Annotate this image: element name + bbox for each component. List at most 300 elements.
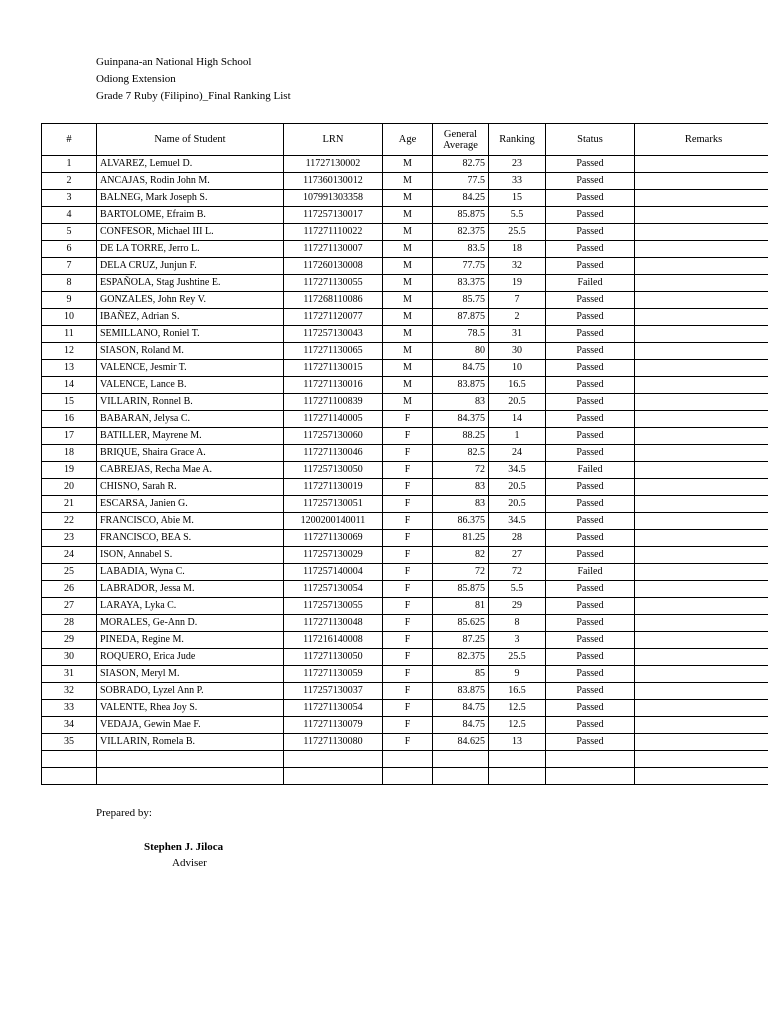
cell-general-average: 81.25: [433, 530, 489, 547]
table-row: [42, 394, 768, 411]
table-row: [42, 734, 768, 751]
cell-status: Passed: [546, 479, 635, 496]
cell-remarks: [635, 717, 768, 734]
col-header-general-average: General Average: [433, 124, 489, 156]
cell-status: Passed: [546, 292, 635, 309]
table-row: [42, 683, 768, 700]
table-row: [42, 632, 768, 649]
cell-age: M: [383, 292, 433, 309]
cell-status: Passed: [546, 190, 635, 207]
table-row: [42, 190, 768, 207]
cell-remarks: [635, 275, 768, 292]
cell-status: Passed: [546, 649, 635, 666]
cell-lrn: 117271130007: [284, 241, 383, 258]
cell-age: M: [383, 207, 433, 224]
table-row: [42, 241, 768, 258]
blank-cell: [97, 768, 284, 785]
cell-student-name: FRANCISCO, Abie M.: [97, 513, 284, 530]
cell-student-name: IBAÑEZ, Adrian S.: [97, 309, 284, 326]
cell-student-name: BABARAN, Jelysa C.: [97, 411, 284, 428]
cell-student-name: BARTOLOME, Efraim B.: [97, 207, 284, 224]
cell-ranking: 72: [489, 564, 546, 581]
cell-student-name: CONFESOR, Michael III L.: [97, 224, 284, 241]
cell-ranking: 30: [489, 343, 546, 360]
cell-student-name: LABADIA, Wyna C.: [97, 564, 284, 581]
cell-status: Passed: [546, 428, 635, 445]
cell-lrn: 117271130059: [284, 666, 383, 683]
cell-status: Passed: [546, 496, 635, 513]
cell-status: Passed: [546, 581, 635, 598]
cell-lrn: 117257130055: [284, 598, 383, 615]
table-row: [42, 717, 768, 734]
blank-cell: [284, 768, 383, 785]
cell-student-name: CHISNO, Sarah R.: [97, 479, 284, 496]
cell-status: Passed: [546, 309, 635, 326]
cell-ranking: 34.5: [489, 513, 546, 530]
cell-general-average: 77.75: [433, 258, 489, 275]
blank-table-row: [42, 768, 768, 785]
cell-student-name: DE LA TORRE, Jerro L.: [97, 241, 284, 258]
preparer-role: Adviser: [172, 857, 207, 869]
cell-number: 3: [42, 190, 97, 207]
cell-general-average: 78.5: [433, 326, 489, 343]
cell-student-name: VALENTE, Rhea Joy S.: [97, 700, 284, 717]
table-row: [42, 411, 768, 428]
cell-student-name: VALENCE, Lance B.: [97, 377, 284, 394]
cell-age: F: [383, 428, 433, 445]
cell-ranking: 25.5: [489, 649, 546, 666]
cell-status: Passed: [546, 360, 635, 377]
cell-lrn: 117257130029: [284, 547, 383, 564]
cell-ranking: 14: [489, 411, 546, 428]
cell-remarks: [635, 445, 768, 462]
cell-remarks: [635, 292, 768, 309]
cell-lrn: 11727130002: [284, 156, 383, 173]
cell-number: 29: [42, 632, 97, 649]
cell-number: 31: [42, 666, 97, 683]
table-row: [42, 615, 768, 632]
cell-lrn: 117360130012: [284, 173, 383, 190]
cell-lrn: 117257130054: [284, 581, 383, 598]
blank-cell: [546, 751, 635, 768]
cell-status: Passed: [546, 224, 635, 241]
cell-student-name: LABRADOR, Jessa M.: [97, 581, 284, 598]
cell-remarks: [635, 513, 768, 530]
cell-number: 5: [42, 224, 97, 241]
cell-student-name: ANCAJAS, Rodin John M.: [97, 173, 284, 190]
cell-status: Passed: [546, 547, 635, 564]
cell-number: 11: [42, 326, 97, 343]
cell-ranking: 12.5: [489, 717, 546, 734]
blank-cell: [383, 751, 433, 768]
cell-number: 7: [42, 258, 97, 275]
cell-general-average: 72: [433, 462, 489, 479]
cell-lrn: 117271130019: [284, 479, 383, 496]
cell-number: 20: [42, 479, 97, 496]
cell-number: 16: [42, 411, 97, 428]
col-header-lrn: LRN: [284, 124, 383, 156]
cell-age: F: [383, 462, 433, 479]
cell-general-average: 84.375: [433, 411, 489, 428]
cell-age: F: [383, 513, 433, 530]
cell-ranking: 19: [489, 275, 546, 292]
cell-status: Passed: [546, 666, 635, 683]
cell-age: F: [383, 666, 433, 683]
cell-ranking: 10: [489, 360, 546, 377]
cell-student-name: BALNEG, Mark Joseph S.: [97, 190, 284, 207]
cell-status: Passed: [546, 343, 635, 360]
cell-number: 4: [42, 207, 97, 224]
cell-number: 2: [42, 173, 97, 190]
cell-number: 28: [42, 615, 97, 632]
cell-age: F: [383, 564, 433, 581]
cell-student-name: PINEDA, Regine M.: [97, 632, 284, 649]
table-row: [42, 564, 768, 581]
cell-general-average: 83: [433, 496, 489, 513]
cell-general-average: 80: [433, 343, 489, 360]
cell-lrn: 117271130079: [284, 717, 383, 734]
cell-lrn: 117271130050: [284, 649, 383, 666]
cell-remarks: [635, 173, 768, 190]
cell-status: Passed: [546, 377, 635, 394]
cell-ranking: 9: [489, 666, 546, 683]
cell-ranking: 25.5: [489, 224, 546, 241]
cell-student-name: SOBRADO, Lyzel Ann P.: [97, 683, 284, 700]
cell-number: 6: [42, 241, 97, 258]
cell-ranking: 16.5: [489, 377, 546, 394]
cell-age: M: [383, 258, 433, 275]
cell-status: Passed: [546, 598, 635, 615]
cell-status: Passed: [546, 734, 635, 751]
cell-ranking: 5.5: [489, 581, 546, 598]
col-header-ranking: Ranking: [489, 124, 546, 156]
table-row: [42, 292, 768, 309]
cell-age: M: [383, 224, 433, 241]
cell-status: Passed: [546, 513, 635, 530]
cell-status: Passed: [546, 207, 635, 224]
cell-remarks: [635, 411, 768, 428]
cell-general-average: 72: [433, 564, 489, 581]
cell-remarks: [635, 309, 768, 326]
cell-status: Passed: [546, 173, 635, 190]
cell-remarks: [635, 360, 768, 377]
blank-cell: [546, 768, 635, 785]
table-row: [42, 462, 768, 479]
cell-student-name: VILLARIN, Romela B.: [97, 734, 284, 751]
blank-cell: [489, 768, 546, 785]
table-row: [42, 343, 768, 360]
cell-general-average: 85.75: [433, 292, 489, 309]
cell-remarks: [635, 666, 768, 683]
school-extension: Odiong Extension: [96, 73, 176, 85]
blank-cell: [433, 768, 489, 785]
cell-lrn: 117271130055: [284, 275, 383, 292]
cell-student-name: SIASON, Roland M.: [97, 343, 284, 360]
cell-number: 8: [42, 275, 97, 292]
cell-remarks: [635, 734, 768, 751]
blank-cell: [42, 751, 97, 768]
cell-remarks: [635, 598, 768, 615]
cell-lrn: 117257130017: [284, 207, 383, 224]
col-header-number: #: [42, 124, 97, 156]
cell-age: F: [383, 717, 433, 734]
cell-number: 14: [42, 377, 97, 394]
cell-number: 1: [42, 156, 97, 173]
cell-number: 17: [42, 428, 97, 445]
table-row: [42, 530, 768, 547]
cell-age: M: [383, 360, 433, 377]
cell-age: M: [383, 241, 433, 258]
cell-general-average: 83.375: [433, 275, 489, 292]
cell-status: Passed: [546, 156, 635, 173]
cell-ranking: 34.5: [489, 462, 546, 479]
cell-ranking: 33: [489, 173, 546, 190]
table-row: [42, 700, 768, 717]
cell-ranking: 3: [489, 632, 546, 649]
cell-age: F: [383, 411, 433, 428]
cell-lrn: 117271130065: [284, 343, 383, 360]
cell-remarks: [635, 581, 768, 598]
cell-lrn: 117271100839: [284, 394, 383, 411]
cell-remarks: [635, 207, 768, 224]
cell-ranking: 24: [489, 445, 546, 462]
cell-age: M: [383, 309, 433, 326]
cell-number: 9: [42, 292, 97, 309]
cell-number: 18: [42, 445, 97, 462]
cell-general-average: 84.625: [433, 734, 489, 751]
cell-remarks: [635, 615, 768, 632]
cell-lrn: 117271130054: [284, 700, 383, 717]
cell-number: 25: [42, 564, 97, 581]
cell-age: M: [383, 377, 433, 394]
cell-student-name: LARAYA, Lyka C.: [97, 598, 284, 615]
cell-remarks: [635, 479, 768, 496]
cell-status: Failed: [546, 462, 635, 479]
cell-lrn: 117271130046: [284, 445, 383, 462]
cell-general-average: 85: [433, 666, 489, 683]
cell-remarks: [635, 377, 768, 394]
cell-ranking: 1: [489, 428, 546, 445]
cell-ranking: 27: [489, 547, 546, 564]
cell-number: 34: [42, 717, 97, 734]
cell-general-average: 83: [433, 479, 489, 496]
prepared-by-label: Prepared by:: [96, 807, 152, 819]
table-row: [42, 309, 768, 326]
cell-general-average: 82.5: [433, 445, 489, 462]
cell-remarks: [635, 632, 768, 649]
cell-number: 22: [42, 513, 97, 530]
cell-number: 27: [42, 598, 97, 615]
table-row: [42, 173, 768, 190]
ranking-table: [41, 123, 768, 785]
cell-lrn: 117257130051: [284, 496, 383, 513]
cell-age: M: [383, 394, 433, 411]
table-row: [42, 326, 768, 343]
cell-student-name: ESPAÑOLA, Stag Jushtine E.: [97, 275, 284, 292]
cell-lrn: 117271130048: [284, 615, 383, 632]
cell-number: 24: [42, 547, 97, 564]
blank-cell: [489, 751, 546, 768]
col-header-remarks: Remarks: [635, 124, 768, 156]
cell-remarks: [635, 547, 768, 564]
cell-remarks: [635, 224, 768, 241]
cell-ranking: 8: [489, 615, 546, 632]
cell-age: M: [383, 190, 433, 207]
table-row: [42, 479, 768, 496]
cell-student-name: VALENCE, Jesmir T.: [97, 360, 284, 377]
cell-general-average: 85.625: [433, 615, 489, 632]
cell-student-name: SIASON, Meryl M.: [97, 666, 284, 683]
cell-student-name: ROQUERO, Erica Jude: [97, 649, 284, 666]
cell-general-average: 81: [433, 598, 489, 615]
cell-remarks: [635, 530, 768, 547]
table-row: [42, 377, 768, 394]
cell-status: Passed: [546, 241, 635, 258]
table-row: [42, 649, 768, 666]
cell-general-average: 86.375: [433, 513, 489, 530]
cell-age: F: [383, 530, 433, 547]
table-row: [42, 360, 768, 377]
list-title: Grade 7 Ruby (Filipino)_Final Ranking List: [96, 90, 291, 102]
cell-lrn: 117257130050: [284, 462, 383, 479]
cell-number: 32: [42, 683, 97, 700]
table-row: [42, 581, 768, 598]
table-row: [42, 445, 768, 462]
cell-ranking: 20.5: [489, 496, 546, 513]
cell-student-name: DELA CRUZ, Junjun F.: [97, 258, 284, 275]
blank-cell: [284, 751, 383, 768]
cell-student-name: CABREJAS, Recha Mae A.: [97, 462, 284, 479]
cell-status: Passed: [546, 445, 635, 462]
cell-remarks: [635, 683, 768, 700]
cell-general-average: 84.75: [433, 717, 489, 734]
cell-status: Passed: [546, 683, 635, 700]
cell-ranking: 7: [489, 292, 546, 309]
cell-student-name: VILLARIN, Ronnel B.: [97, 394, 284, 411]
table-row: [42, 224, 768, 241]
cell-lrn: 117268110086: [284, 292, 383, 309]
cell-general-average: 88.25: [433, 428, 489, 445]
cell-lrn: 117271130069: [284, 530, 383, 547]
cell-number: 10: [42, 309, 97, 326]
blank-cell: [42, 768, 97, 785]
cell-general-average: 77.5: [433, 173, 489, 190]
cell-remarks: [635, 428, 768, 445]
cell-lrn: 117257130037: [284, 683, 383, 700]
cell-general-average: 82.75: [433, 156, 489, 173]
cell-ranking: 20.5: [489, 394, 546, 411]
cell-remarks: [635, 564, 768, 581]
cell-ranking: 13: [489, 734, 546, 751]
cell-number: 35: [42, 734, 97, 751]
cell-remarks: [635, 190, 768, 207]
table-row: [42, 156, 768, 173]
blank-cell: [433, 751, 489, 768]
cell-remarks: [635, 496, 768, 513]
cell-age: M: [383, 156, 433, 173]
cell-number: 21: [42, 496, 97, 513]
cell-age: F: [383, 734, 433, 751]
cell-age: F: [383, 547, 433, 564]
cell-remarks: [635, 343, 768, 360]
cell-ranking: 15: [489, 190, 546, 207]
cell-general-average: 84.75: [433, 700, 489, 717]
cell-student-name: GONZALES, John Rey V.: [97, 292, 284, 309]
col-header-name: Name of Student: [97, 124, 284, 156]
cell-age: M: [383, 343, 433, 360]
cell-number: 12: [42, 343, 97, 360]
cell-lrn: 117271130080: [284, 734, 383, 751]
cell-remarks: [635, 649, 768, 666]
cell-lrn: 117271120077: [284, 309, 383, 326]
cell-remarks: [635, 156, 768, 173]
cell-remarks: [635, 258, 768, 275]
cell-student-name: FRANCISCO, BEA S.: [97, 530, 284, 547]
table-row: [42, 258, 768, 275]
cell-age: M: [383, 275, 433, 292]
cell-age: M: [383, 326, 433, 343]
cell-age: F: [383, 581, 433, 598]
cell-ranking: 32: [489, 258, 546, 275]
cell-number: 33: [42, 700, 97, 717]
cell-age: F: [383, 615, 433, 632]
cell-ranking: 29: [489, 598, 546, 615]
table-header-row: [42, 124, 768, 156]
cell-lrn: 117216140008: [284, 632, 383, 649]
cell-status: Failed: [546, 564, 635, 581]
cell-general-average: 82.375: [433, 649, 489, 666]
cell-general-average: 87.25: [433, 632, 489, 649]
cell-ranking: 23: [489, 156, 546, 173]
cell-student-name: ALVAREZ, Lemuel D.: [97, 156, 284, 173]
cell-status: Passed: [546, 717, 635, 734]
cell-general-average: 84.25: [433, 190, 489, 207]
cell-age: F: [383, 649, 433, 666]
cell-age: F: [383, 496, 433, 513]
cell-status: Passed: [546, 411, 635, 428]
cell-student-name: ESCARSA, Janien G.: [97, 496, 284, 513]
cell-number: 23: [42, 530, 97, 547]
cell-remarks: [635, 241, 768, 258]
cell-lrn: 117271130015: [284, 360, 383, 377]
cell-student-name: BATILLER, Mayrene M.: [97, 428, 284, 445]
cell-status: Passed: [546, 632, 635, 649]
table-row: [42, 207, 768, 224]
cell-lrn: 117271140005: [284, 411, 383, 428]
cell-remarks: [635, 700, 768, 717]
cell-age: F: [383, 445, 433, 462]
blank-cell: [635, 751, 768, 768]
table-row: [42, 496, 768, 513]
cell-student-name: SEMILLANO, Roniel T.: [97, 326, 284, 343]
cell-status: Passed: [546, 394, 635, 411]
cell-student-name: MORALES, Ge-Ann D.: [97, 615, 284, 632]
cell-age: M: [383, 173, 433, 190]
ranking-table-body: [42, 156, 768, 785]
table-row: [42, 666, 768, 683]
cell-number: 26: [42, 581, 97, 598]
cell-general-average: 82: [433, 547, 489, 564]
cell-general-average: 87.875: [433, 309, 489, 326]
cell-status: Passed: [546, 326, 635, 343]
cell-number: 15: [42, 394, 97, 411]
table-row: [42, 598, 768, 615]
cell-ranking: 28: [489, 530, 546, 547]
table-row: [42, 513, 768, 530]
cell-age: F: [383, 700, 433, 717]
cell-age: F: [383, 479, 433, 496]
col-header-status: Status: [546, 124, 635, 156]
